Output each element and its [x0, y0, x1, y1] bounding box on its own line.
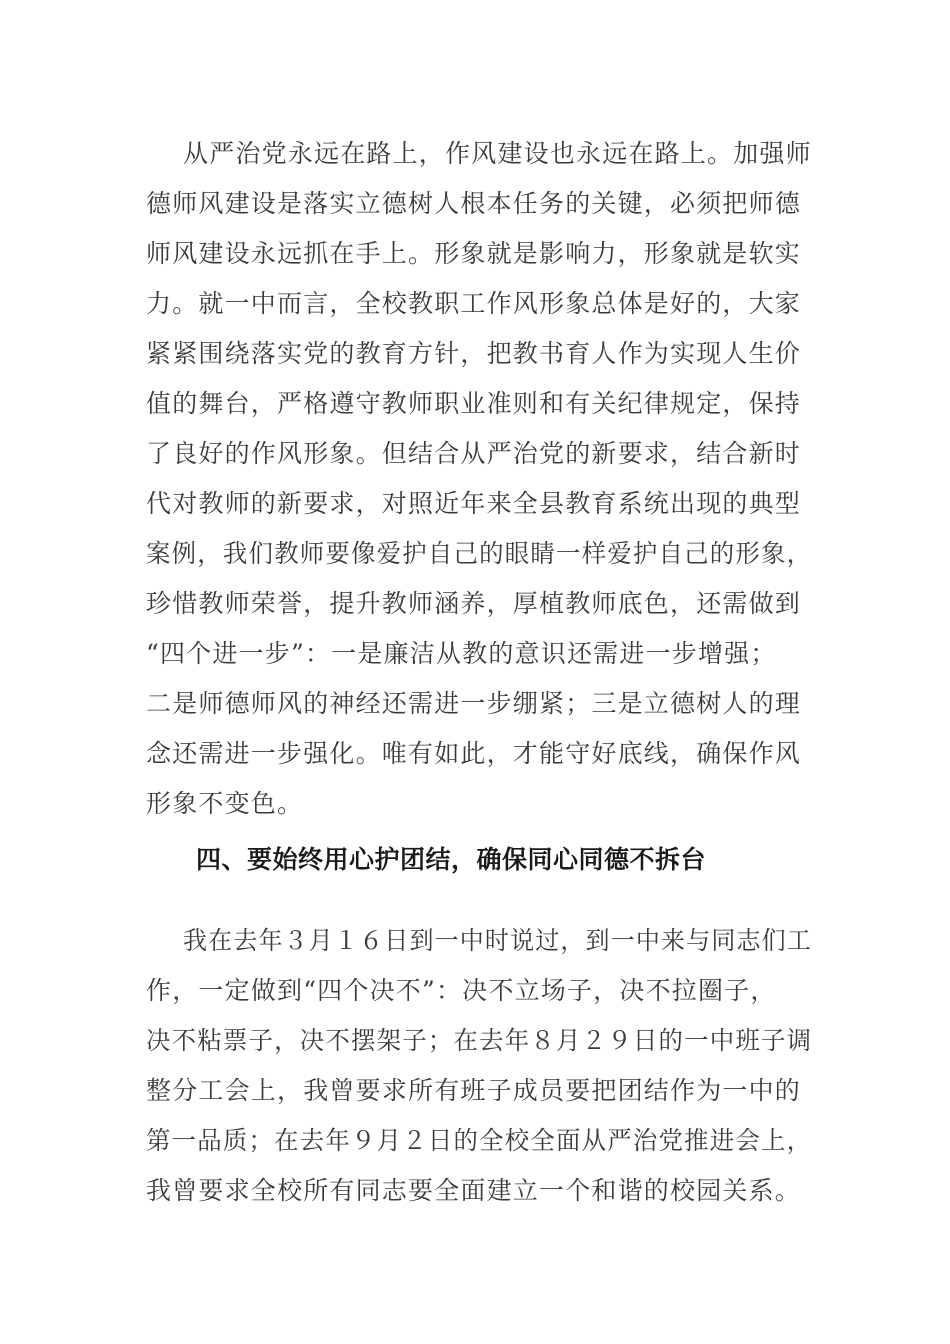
paragraph-line: 值的舞台，严格遵守教师职业准则和有关纪律规定，保持 [146, 389, 802, 418]
paragraph-line: 案例，我们教师要像爱护自己的眼睛一样爱护自己的形象， [146, 539, 813, 568]
paragraph-line: 从严治党永远在路上，作风建设也永远在路上。加强师 [183, 139, 812, 168]
section-heading: 四、要始终用心护团结，确保同心同德不拆台 [196, 845, 707, 874]
paragraph-line: 力。就一中而言，全校教职工作风形象总体是好的，大家 [146, 289, 802, 318]
paragraph-line: 珍惜教师荣誉，提升教师涵养，厚植教师底色，还需做到 [146, 589, 802, 618]
paragraph-line: 代对教师的新要求，对照近年来全县教育系统出现的典型 [146, 489, 802, 518]
paragraph-line: 决不粘票子，决不摆架子；在去年８月２９日的一中班子调 [146, 1026, 813, 1055]
paragraph-line: 第一品质；在去年９月２日的全校全面从严治党推进会上， [146, 1126, 813, 1155]
paragraph-line: 了良好的作风形象。但结合从严治党的新要求，结合新时 [146, 439, 802, 468]
paragraph-line: 德师风建设是落实立德树人根本任务的关键，必须把师德 [146, 189, 802, 218]
paragraph-line: 念还需进一步强化。唯有如此，才能守好底线，确保作风 [146, 739, 802, 768]
paragraph-line: 形象不变色。 [146, 789, 304, 818]
paragraph-line: 作，一定做到“四个决不”：决不立场子，决不拉圈子， [146, 976, 777, 1005]
paragraph-line: 师风建设永远抓在手上。形象就是影响力，形象就是软实 [146, 239, 802, 268]
paragraph-line: 我曾要求全校所有同志要全面建立一个和谐的校园关系。 [146, 1176, 802, 1205]
paragraph-line: 整分工会上，我曾要求所有班子成员要把团结作为一中的 [146, 1076, 802, 1105]
paragraph-line: “四个进一步”：一是廉洁从教的意识还需进一步增强； [146, 639, 777, 668]
paragraph-line: 紧紧围绕落实党的教育方针，把教书育人作为实现人生价 [146, 339, 802, 368]
paragraph-line: 我在去年３月１６日到一中时说过，到一中来与同志们工 [183, 926, 813, 955]
paragraph-line: 二是师德师风的神经还需进一步绷紧；三是立德树人的理 [146, 689, 802, 718]
